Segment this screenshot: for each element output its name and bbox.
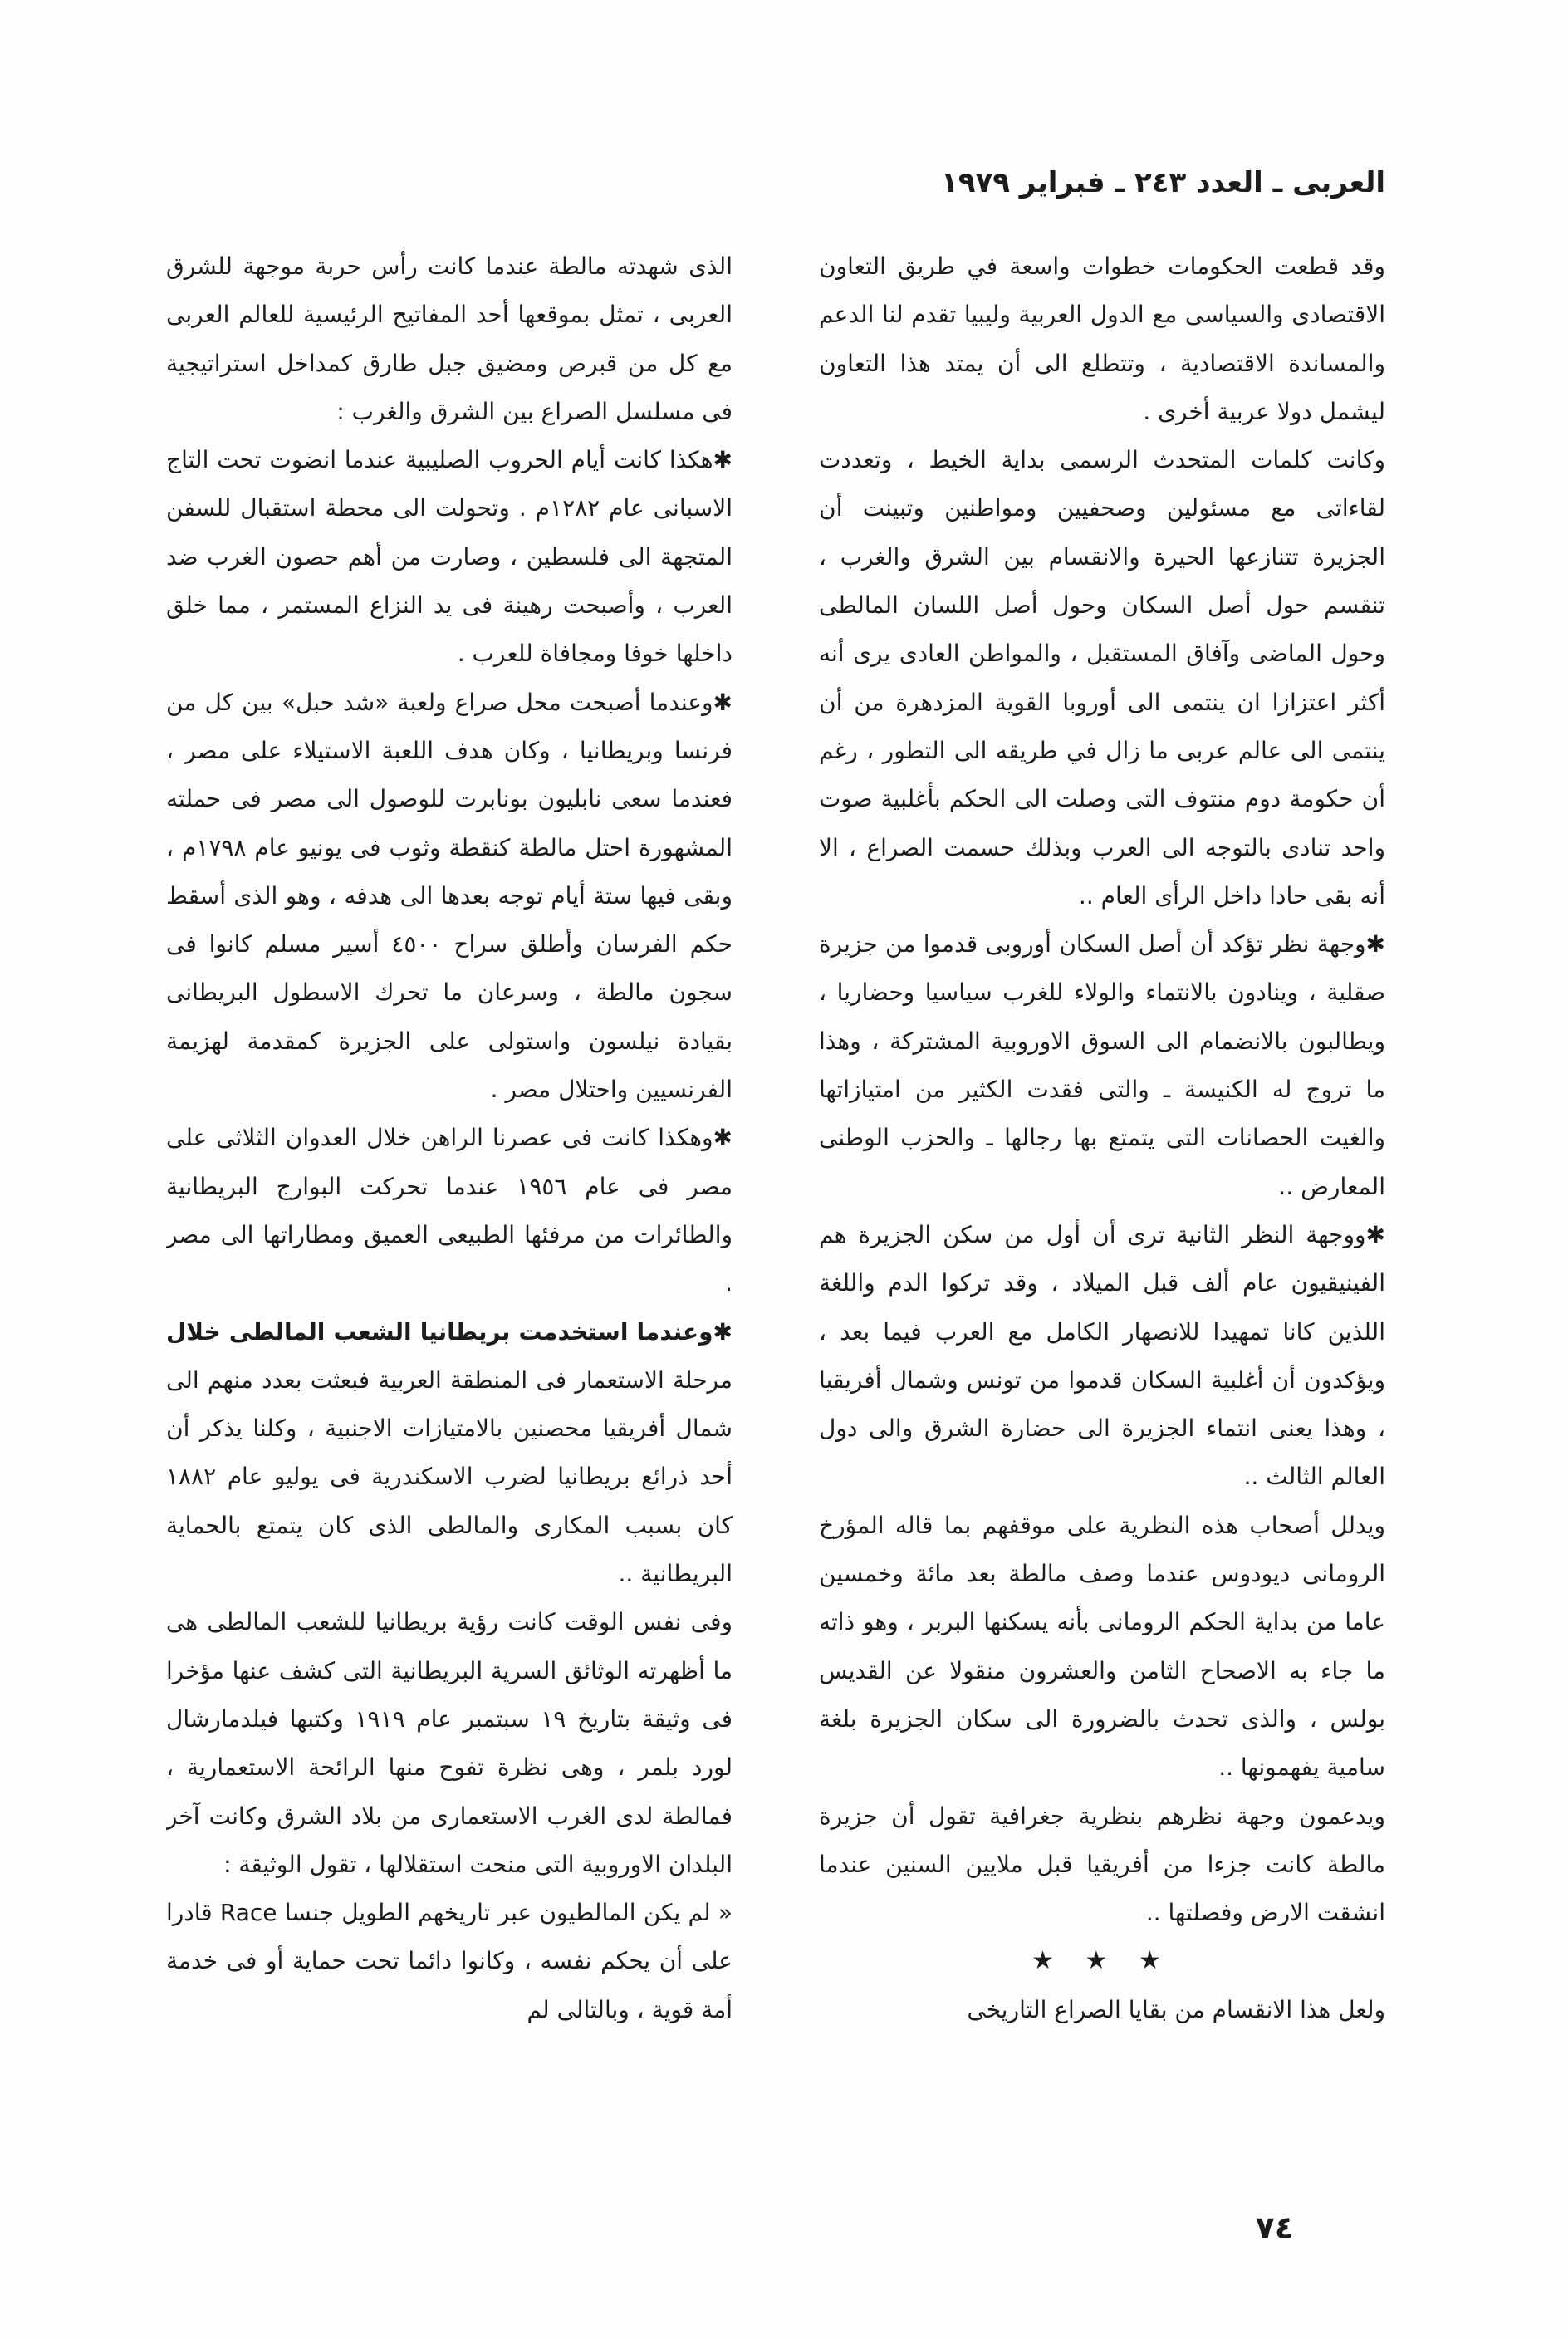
paragraph: ويدعمون وجهة نظرهم بنظرية جغرافية تقول أن جزيرة مالطة كانت جزءا من أفريقيا قبل ملايين السنين عندما انشقت الارض وفصلتها .. <box>819 1802 1385 1927</box>
section-separator: ★ ★ ★ <box>1031 1946 1173 1976</box>
running-head: العربى ـ العدد ٢٤٣ ـ فبراير ١٩٧٩ <box>940 166 1385 199</box>
paragraph: ولعل هذا الانقسام من بقايا الصراع التاريخى <box>967 1995 1385 2023</box>
paragraph: ✱ ووجهة النظر الثانية ترى أن أول من سكن الجزيرة هم الفينيقيون عام ألف قبل الميلاد ، وقد تركوا الدم واللغة اللذين كانا تمهيدا للانصهار الكامل مع العرب فيما بعد ، ويؤكدون أن أغلبية السكان قدموا من تونس وشمال أفريقيا ، وهذا يعنى انتماء الجزيرة الى حضارة الشرق والى دول العالم الثالث .. <box>819 1211 1385 1502</box>
paragraph: ✱ وهكذا كانت فى عصرنا الراهن خلال العدوان الثلاثى على مصر فى عام ١٩٥٦ عندما تحركت البوارج البريطانية والطائرات من مرفئها الطبيعى العميق ومطاراتها الى مصر . <box>166 1114 733 1307</box>
paragraph: ✱ وجهة نظر تؤكد أن أصل السكان أوروبى قدموا من جزيرة صقلية ، وينادون بالانتماء والولاء للغرب سياسيا وحضاريا ، ويطالبون بالانضمام الى السوق الاوروبية المشتركة ، وهذا ما تروج له الكنيسة ـ والتى فقدت الكثير من امتيازاتها والغيت الحصانات التى يتمتع بها رجالها ـ والحزب الوطنى المعارض .. <box>819 920 1385 1211</box>
page-number: ٧٤ <box>1255 2209 1294 2246</box>
paragraph <box>166 1308 733 1599</box>
paragraph: ✱ وعندما أصبحت محل صراع ولعبة «شد حبل» بين كل من فرنسا وبريطانيا ، وكان هدف اللعبة الاستيلاء على مصر ، فعندما سعى نابليون بونابرت للوصول الى مصر فى حملته المشهورة احتل مالطة كنقطة وثوب فى يونيو عام ١٧٩٨م ، وبقى فيها ستة أيام توجه بعدها الى هدفه ، وهو الذى أسقط حكم الفرسان وأطلق سراح ٤٥٠٠ أسير مسلم كانوا فى سجون مالطة ، وسرعان ما تحرك الاسطول البريطانى بقيادة نيلسون واستولى على الجزيرة كمقدمة لهزيمة الفرنسيين واحتلال مصر . <box>166 679 733 1115</box>
paragraph: وفى نفس الوقت كانت رؤية بريطانيا للشعب المالطى هى ما أظهرته الوثائق السرية البريطانية التى كشف عنها مؤخرا فى وثيقة بتاريخ ١٩ سبتمبر عام ١٩١٩ وكتبها فيلدمارشال لورد بلمر ، وهى نظرة تفوح منها الرائحة الاستعمارية ، فمالطة لدى الغرب الاستعمارى من بلاد الشرق وكانت آخر البلدان الاوروبية التى منحت استقلالها ، تقول الوثيقة : <box>166 1608 733 1878</box>
paragraph: ويدلل أصحاب هذه النظرية على موقفهم بما قاله المؤرخ الرومانى ديودوس عندما وصف مالطة بعد مائة وخمسين عاما من بداية الحكم الرومانى بأنه يسكنها البربر ، وهو ذاته ما جاء به الاصحاح الثامن والعشرون منقولا عن القديس بولس ، والذى تحدث بالضرورة الى سكان الجزيرة بلغة سامية يفهمونها .. <box>819 1511 1385 1782</box>
paragraph: الذى شهدته مالطة عندما كانت رأس حربة موجهة للشرق العربى ، تمثل بموقعها أحد المفاتيح الرئيسية للعالم العربى مع كل من قبرص ومضيق جبل طارق كمداخل استراتيجية فى مسلسل الصراع بين الشرق والغرب : <box>166 253 733 425</box>
paragraph: وكانت كلمات المتحدث الرسمى بداية الخيط ، وتعددت لقاءاتى مع مسئولين وصحفيين ومواطنين وتبينت أن الجزيرة تتنازعها الحيرة والانقسام بين الشرق والغرب ، تنقسم حول أصل السكان وحول أصل اللسان المالطى وحول الماضى وآفاق المستقبل ، والمواطن العادى يرى أنه أكثر اعتزازا ان ينتمى الى أوروبا القوية المزدهرة من أن ينتمى الى عالم عربى ما زال في طريقه الى التطور ، رغم أن حكومة دوم منتوف التى وصلت الى الحكم بأغلبية صوت واحد تنادى بالتوجه الى العرب وبذلك حسمت الصراع ، الا أنه بقى حادا داخل الرأى العام .. <box>819 446 1385 910</box>
paragraph-rest: مرحلة الاستعمار فى المنطقة العربية فبعثت بعدد منهم الى شمال أفريقيا محصنين بالامتيازات الاجنبية ، وكلنا يذكر أن أحد ذرائع بريطانيا لضرب الاسكندرية فى يوليو عام ١٨٨٢ كان بسبب المكارى والمالطى الذى كان يتمتع بالحماية البريطانية .. <box>166 1366 733 1588</box>
left-column <box>166 243 733 2190</box>
quotation: « لم يكن المالطيون عبر تاريخهم الطويل جنسا Race قادرا على أن يحكم نفسه ، وكانوا دائما تحت حماية أو فى خدمة أمة قوية ، وبالتالى لم <box>166 1899 733 2023</box>
right-column <box>819 243 1385 2190</box>
paragraph: وقد قطعت الحكومات خطوات واسعة في طريق التعاون الاقتصادى والسياسى مع الدول العربية وليبيا تقدم لنا الدعم والمساندة الاقتصادية ، وتتطلع الى أن يمتد هذا التعاون ليشمل دولا عربية أخرى . <box>819 253 1385 425</box>
paragraph-lead: وعندما استخدمت بريطانيا الشعب المالطى خلال <box>166 1317 713 1346</box>
paragraph: ✱ هكذا كانت أيام الحروب الصليبية عندما انضوت تحت التاج الاسبانى عام ١٢٨٢م . وتحولت الى محطة استقبال للسفن المتجهة الى فلسطين ، وصارت من أهم حصون الغرب ضد العرب ، وأصبحت رهينة فى يد النزاع المستمر ، مما خلق داخلها خوفا ومجافاة للعرب . <box>166 436 733 678</box>
